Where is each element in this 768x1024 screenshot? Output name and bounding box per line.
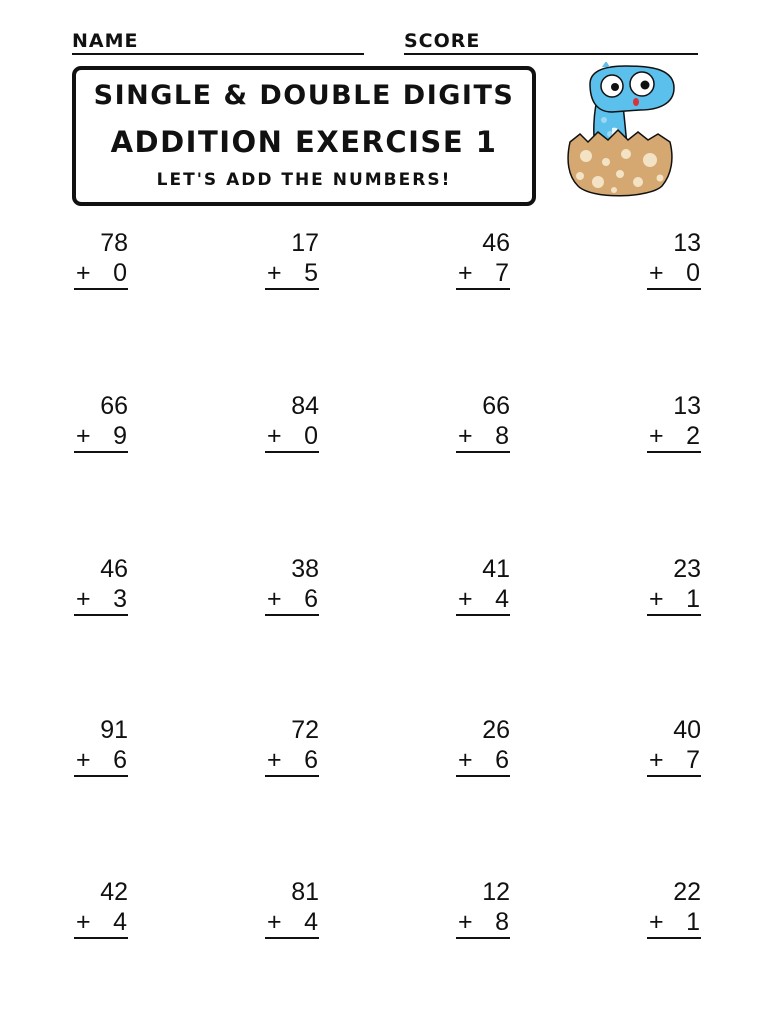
addend: 0 <box>686 259 700 287</box>
bottom-row <box>265 421 319 453</box>
name-label: NAME <box>72 30 139 52</box>
bottom-row <box>74 584 128 616</box>
bottom-row <box>74 745 128 777</box>
addition-problem <box>647 554 701 616</box>
bottom-row <box>265 745 319 777</box>
addition-problem <box>265 554 319 616</box>
addend: 4 <box>495 585 509 613</box>
bottom-row <box>647 907 701 939</box>
plus-sign: + <box>76 422 91 450</box>
top-number: 66 <box>482 392 510 420</box>
bottom-row <box>647 421 701 453</box>
addition-problem <box>74 554 128 616</box>
top-number: 42 <box>100 878 128 906</box>
plus-sign: + <box>649 422 664 450</box>
top-number: 22 <box>673 878 701 906</box>
addition-problem <box>456 391 510 453</box>
bottom-row <box>647 745 701 777</box>
addition-problem <box>74 391 128 453</box>
bottom-row <box>456 907 510 939</box>
dinosaur-egg-icon <box>562 62 678 202</box>
plus-sign: + <box>267 259 282 287</box>
addend: 6 <box>495 746 509 774</box>
plus-sign: + <box>458 908 473 936</box>
score-label: SCORE <box>404 30 481 52</box>
top-number: 38 <box>291 555 319 583</box>
bottom-row <box>647 584 701 616</box>
addend: 0 <box>304 422 318 450</box>
score-line[interactable] <box>404 53 698 55</box>
addition-problem <box>265 715 319 777</box>
addend: 8 <box>495 422 509 450</box>
bottom-row <box>265 258 319 290</box>
plus-sign: + <box>76 908 91 936</box>
addend: 6 <box>304 585 318 613</box>
addition-problem <box>647 228 701 290</box>
plus-sign: + <box>267 585 282 613</box>
addition-problem <box>456 228 510 290</box>
addition-problem <box>74 877 128 939</box>
addend: 8 <box>495 908 509 936</box>
bottom-row <box>456 258 510 290</box>
plus-sign: + <box>267 422 282 450</box>
addition-problem <box>456 877 510 939</box>
plus-sign: + <box>267 908 282 936</box>
addend: 4 <box>113 908 127 936</box>
plus-sign: + <box>649 585 664 613</box>
plus-sign: + <box>649 746 664 774</box>
addition-problem <box>647 715 701 777</box>
top-number: 78 <box>100 229 128 257</box>
addition-problem <box>74 228 128 290</box>
name-line[interactable] <box>72 53 364 55</box>
addition-problem <box>265 877 319 939</box>
title-line-1: SINGLE & DOUBLE DIGITS <box>93 80 515 111</box>
addend: 2 <box>686 422 700 450</box>
top-number: 72 <box>291 716 319 744</box>
addend: 1 <box>686 908 700 936</box>
addition-problem <box>456 715 510 777</box>
top-number: 91 <box>100 716 128 744</box>
bottom-row <box>74 258 128 290</box>
top-number: 46 <box>100 555 128 583</box>
bottom-row <box>265 907 319 939</box>
addend: 9 <box>113 422 127 450</box>
bottom-row <box>647 258 701 290</box>
addend: 0 <box>113 259 127 287</box>
title-box <box>72 66 536 206</box>
subtitle: LET'S ADD THE NUMBERS! <box>156 170 452 190</box>
addend: 3 <box>113 585 127 613</box>
addition-problem <box>74 715 128 777</box>
bottom-row <box>265 584 319 616</box>
addend: 4 <box>304 908 318 936</box>
plus-sign: + <box>267 746 282 774</box>
bottom-row <box>456 745 510 777</box>
top-number: 66 <box>100 392 128 420</box>
bottom-row <box>456 584 510 616</box>
bottom-row <box>74 421 128 453</box>
top-number: 46 <box>482 229 510 257</box>
top-number: 13 <box>673 392 701 420</box>
top-number: 26 <box>482 716 510 744</box>
addend: 5 <box>304 259 318 287</box>
addend: 1 <box>686 585 700 613</box>
plus-sign: + <box>76 585 91 613</box>
top-number: 81 <box>291 878 319 906</box>
bottom-row <box>456 421 510 453</box>
top-number: 40 <box>673 716 701 744</box>
plus-sign: + <box>76 746 91 774</box>
plus-sign: + <box>458 746 473 774</box>
plus-sign: + <box>649 259 664 287</box>
top-number: 12 <box>482 878 510 906</box>
top-number: 41 <box>482 555 510 583</box>
plus-sign: + <box>76 259 91 287</box>
plus-sign: + <box>458 585 473 613</box>
addend: 6 <box>304 746 318 774</box>
top-number: 17 <box>291 229 319 257</box>
addition-problem <box>265 228 319 290</box>
plus-sign: + <box>649 908 664 936</box>
plus-sign: + <box>458 422 473 450</box>
addition-problem <box>647 877 701 939</box>
addition-problem <box>647 391 701 453</box>
addition-problem <box>265 391 319 453</box>
addend: 7 <box>686 746 700 774</box>
addend: 7 <box>495 259 509 287</box>
top-number: 13 <box>673 229 701 257</box>
top-number: 23 <box>673 555 701 583</box>
plus-sign: + <box>458 259 473 287</box>
title-line-2: ADDITION EXERCISE 1 <box>110 125 498 159</box>
addend: 6 <box>113 746 127 774</box>
addition-problem <box>456 554 510 616</box>
top-number: 84 <box>291 392 319 420</box>
bottom-row <box>74 907 128 939</box>
